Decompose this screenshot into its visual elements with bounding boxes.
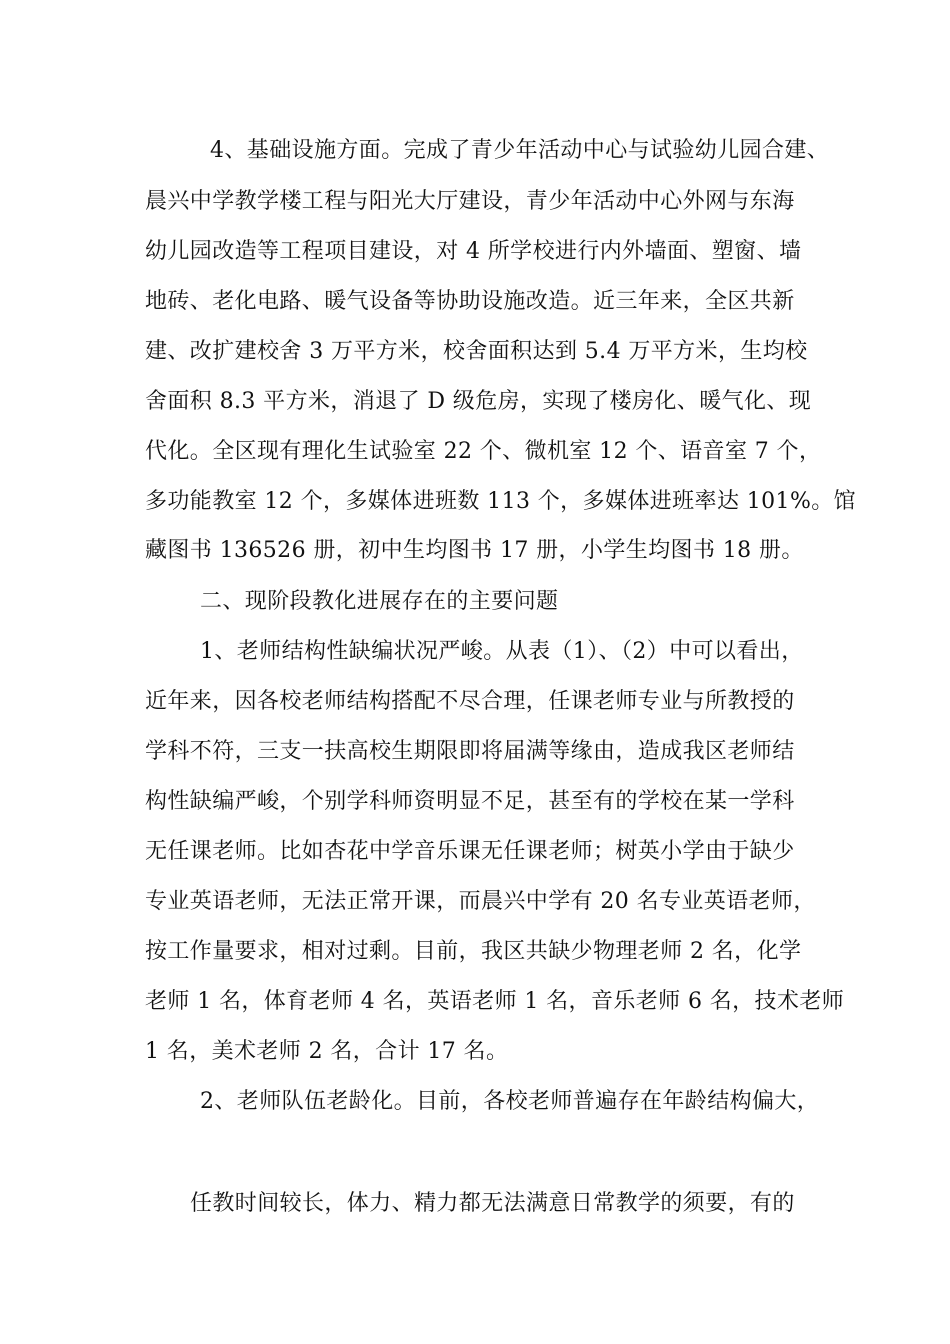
text-line-14: 构性缺编严峻，个别学科师资明显不足，甚至有的学校在某一学科: [145, 789, 795, 814]
text-line-15: 无任课老师。比如杏花中学音乐课无任课老师；树英小学由于缺少: [145, 839, 795, 864]
text-line-5: 建、改扩建校舍 3 万平方米，校舍面积达到 5.4 万平方米，生均校: [145, 339, 808, 364]
text-line-4: 地砖、老化电路、暖气设备等协助设施改造。近三年来，全区共新: [145, 289, 795, 314]
text-line-7: 代化。全区现有理化生试验室 22 个、微机室 12 个、语音室 7 个，: [145, 439, 822, 464]
text-line-17: 按工作量要求，相对过剩。目前，我区共缺少物理老师 2 名，化学: [145, 939, 802, 964]
text-line-3: 幼儿园改造等工程项目建设，对 4 所学校进行内外墙面、塑窗、墙: [145, 239, 802, 264]
section-heading: 二、现阶段教化进展存在的主要问题: [200, 589, 559, 614]
text-line-20: 2、老师队伍老龄化。目前，各校老师普遍存在年龄结构偏大，: [200, 1089, 820, 1114]
text-line-19: 1 名，美术老师 2 名，合计 17 名。: [145, 1039, 509, 1064]
text-line-18: 老师 1 名，体育老师 4 名，英语老师 1 名，音乐老师 6 名，技术老师: [145, 989, 845, 1014]
text-line-13: 学科不符，三支一扶高校生期限即将届满等缘由，造成我区老师结: [145, 739, 795, 764]
text-line-12: 近年来，因各校老师结构搭配不尽合理，任课老师专业与所教授的: [145, 689, 795, 714]
text-line-2: 晨兴中学教学楼工程与阳光大厅建设，青少年活动中心外网与东海: [145, 189, 795, 214]
text-line-21: 任教时间较长，体力、精力都无法满意日常教学的须要，有的: [190, 1191, 795, 1216]
text-line-6: 舍面积 8.3 平方米，消退了 D 级危房，实现了楼房化、暖气化、现: [145, 389, 812, 414]
text-line-11: 1、老师结构性缺编状况严峻。从表（1）、（2）中可以看出，: [200, 639, 804, 664]
text-line-16: 专业英语老师，无法正常开课，而晨兴中学有 20 名专业英语老师，: [145, 889, 816, 914]
text-line-1: 4、基础设施方面。完成了青少年活动中心与试验幼儿园合建、: [210, 138, 830, 163]
text-line-9: 藏图书 136526 册，初中生均图书 17 册，小学生均图书 18 册。: [145, 538, 804, 563]
text-line-8: 多功能教室 12 个，多媒体进班数 113 个，多媒体进班率达 101%。馆: [145, 489, 857, 514]
